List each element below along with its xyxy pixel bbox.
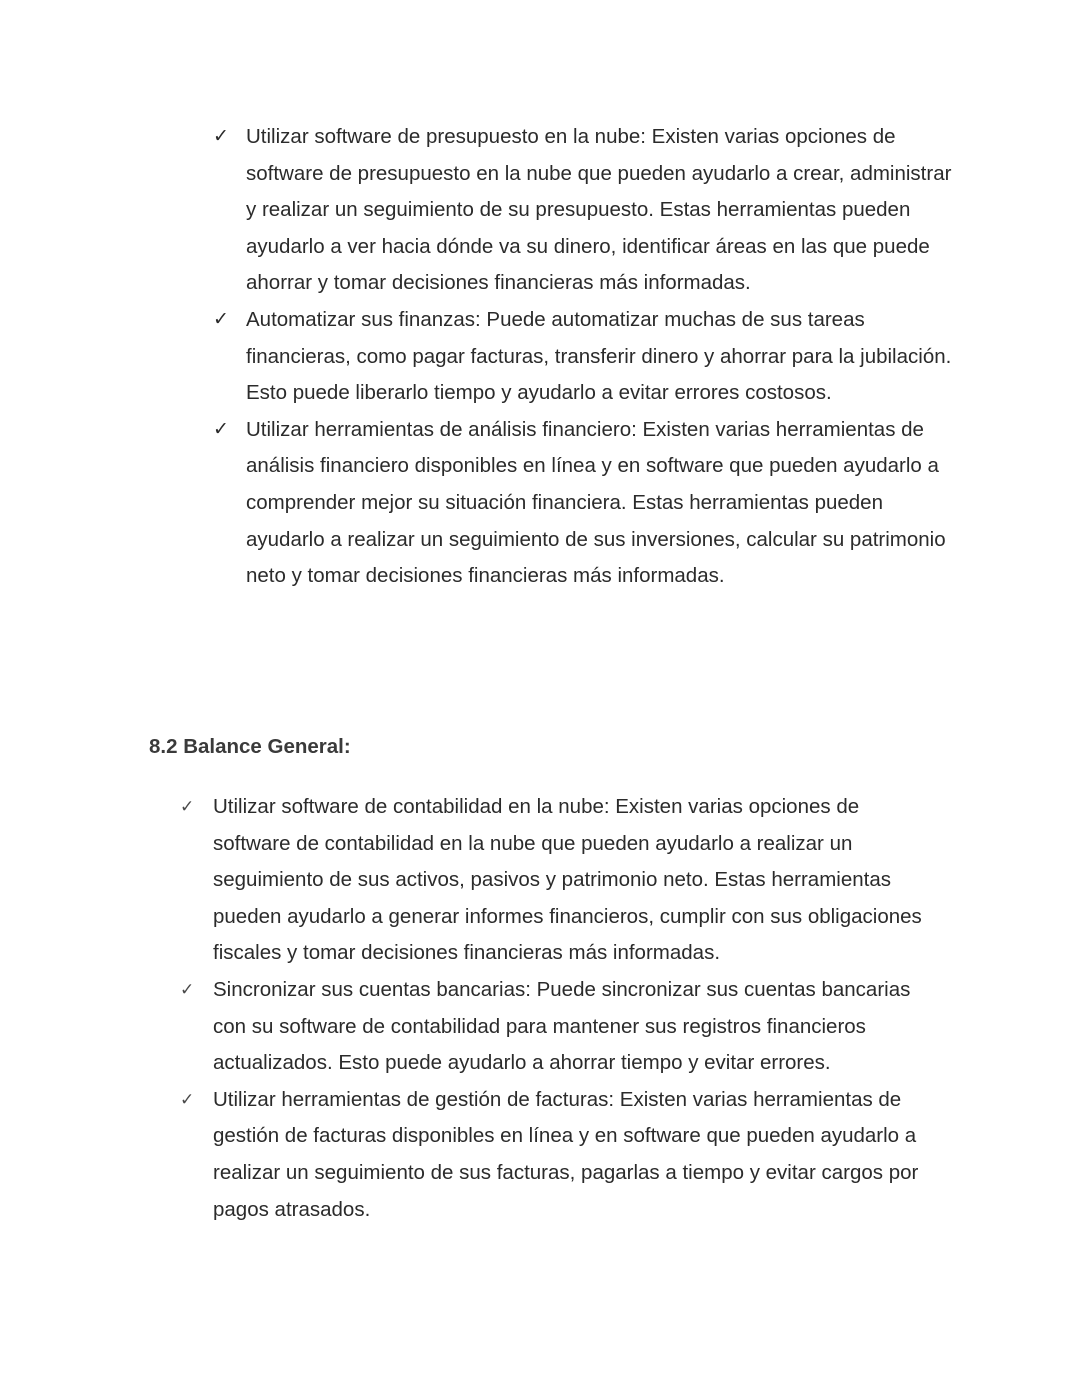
list-item-text: Utilizar software de presupuesto en la nube: Existen varias opciones de software de presupuesto en la nube que pueden ayudarlo a crear, administrar y realizar un seguimiento de su presupuesto. Estas herramientas pueden ayudarlo a ver hacia dónde va su dinero, identificar áreas en las que puede ahorrar y tomar decisiones financieras más informadas. xyxy=(246,125,952,295)
list-item-text: Utilizar herramientas de gestión de facturas: Existen varias herramientas de gestión de facturas disponibles en línea y en software que pueden ayudarlo a realizar un seguimiento de sus facturas, pagarlas a tiempo y evitar cargos por pagos atrasados. xyxy=(213,1087,919,1221)
section-heading: 8.2 Balance General: xyxy=(149,735,351,758)
list-item-text: Utilizar herramientas de análisis financiero: Existen varias herramientas de análisis financiero disponibles en línea y en software que pueden ayudarlo a comprender mejor su situación financiera. Estas herramientas pueden ayudarlo a realizar un seguimiento de sus inversiones, calcular su patrimonio neto y tomar decisiones financieras más informadas. xyxy=(246,417,946,588)
check-icon: ✓ xyxy=(213,126,229,147)
list-item xyxy=(213,412,953,595)
check-icon: ✓ xyxy=(180,1089,195,1109)
bullet-list-balance-general xyxy=(180,789,940,1228)
list-item-text: Sincronizar sus cuentas bancarias: Puede sincronizar sus cuentas bancarias con su software de contabilidad para mantener sus registros financieros actualizados. Esto puede ayudarlo a ahorrar tiempo y evitar errores. xyxy=(213,977,911,1075)
list-item xyxy=(180,789,940,972)
list-item xyxy=(180,972,940,1082)
check-icon: ✓ xyxy=(213,308,229,330)
list-item-text: Utilizar software de contabilidad en la nube: Existen varias opciones de software de contabilidad en la nube que pueden ayudarlo a realizar un seguimiento de sus activos, pasivos y patrimonio neto. Estas herramientas pueden ayudarlo a generar informes financieros, cumplir con sus obligaciones fiscales y tomar decisiones financieras más informadas. xyxy=(213,795,922,965)
check-icon: ✓ xyxy=(180,979,195,999)
list-item xyxy=(180,1082,940,1228)
check-icon: ✓ xyxy=(180,797,195,816)
list-item xyxy=(213,302,953,412)
list-item xyxy=(213,119,953,302)
bullet-list-prev-section xyxy=(213,119,953,595)
check-icon: ✓ xyxy=(213,418,229,440)
list-item-text: Automatizar sus finanzas: Puede automatizar muchas de sus tareas financieras, como pagar facturas, transferir dinero y ahorrar para la jubilación. Esto puede liberarlo tiempo y ayudarlo a evitar errores costosos. xyxy=(246,307,952,405)
